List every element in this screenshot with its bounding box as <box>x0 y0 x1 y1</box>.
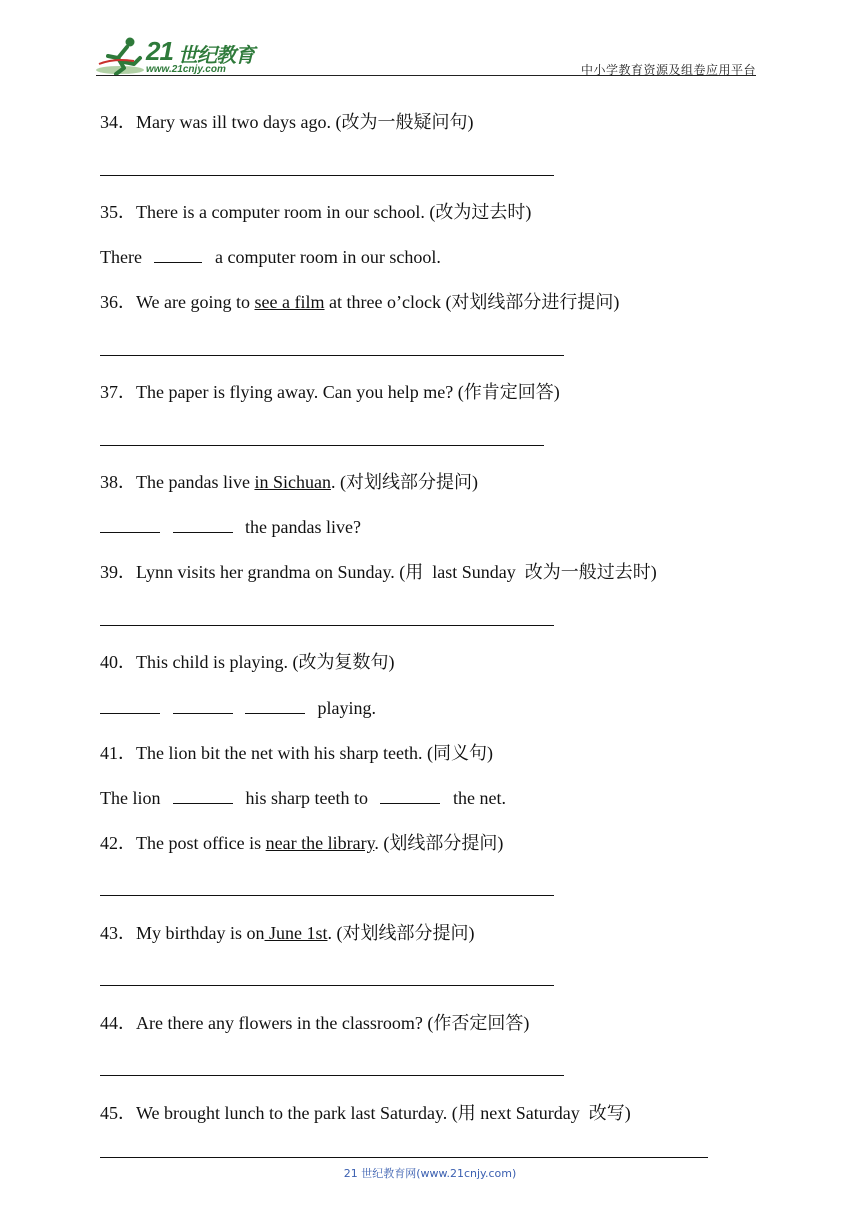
question-number: 35． <box>100 202 136 222</box>
question-44 <box>100 1012 529 1034</box>
answer-row-35 <box>100 246 441 268</box>
answer-text: There <box>100 247 142 267</box>
question-number: 45． <box>100 1103 136 1123</box>
question-text: The lion bit the net with his sharp teeth. (同义句) <box>136 743 493 763</box>
answer-line-43[interactable] <box>100 985 554 986</box>
question-text: at three o’clock (对划线部分进行提问) <box>324 292 620 312</box>
question-39 <box>100 561 657 583</box>
question-36 <box>100 291 619 313</box>
blank-41-2[interactable] <box>380 787 440 804</box>
question-text: We are going to <box>136 292 255 312</box>
answer-text: The lion <box>100 788 161 808</box>
question-35 <box>100 201 531 223</box>
answer-line-45[interactable] <box>100 1157 708 1158</box>
question-41 <box>100 742 493 764</box>
question-number: 40． <box>100 652 136 672</box>
answer-line-36[interactable] <box>100 355 564 356</box>
footer-text: 21 世纪教育网(www.21cnjy.com) <box>343 1167 517 1180</box>
answer-text: playing. <box>317 698 376 718</box>
question-text: Are there any flowers in the classroom? (作否定回答) <box>136 1013 530 1033</box>
question-number: 37． <box>100 382 136 402</box>
question-text: Mary was ill two days ago. (改为一般疑问句) <box>136 112 474 132</box>
answer-line-42[interactable] <box>100 895 554 896</box>
blank-38-1[interactable] <box>100 516 160 533</box>
blank-40-3[interactable] <box>245 697 305 714</box>
answer-row-41 <box>100 787 506 809</box>
blank-41-1[interactable] <box>173 787 233 804</box>
answer-line-39[interactable] <box>100 625 554 626</box>
answer-row-38 <box>100 516 361 538</box>
blank-38-2[interactable] <box>173 516 233 533</box>
question-text: Lynn visits her grandma on Sunday. (用 last Sunday 改为一般过去时) <box>136 562 657 582</box>
question-number: 42． <box>100 833 136 853</box>
question-45 <box>100 1102 631 1124</box>
answer-text: the pandas live? <box>245 517 361 537</box>
blank-40-2[interactable] <box>173 697 233 714</box>
answer-line-44[interactable] <box>100 1075 564 1076</box>
question-text: The post office is <box>136 833 266 853</box>
question-40 <box>100 651 394 673</box>
answer-row-40 <box>100 697 376 719</box>
question-number: 36． <box>100 292 136 312</box>
underlined-phrase: June 1st <box>264 923 328 943</box>
question-43 <box>100 922 475 944</box>
underlined-phrase: near the library <box>265 833 375 853</box>
logo-text: 世纪教育 <box>178 43 254 67</box>
answer-text: his sharp teeth to <box>245 788 368 808</box>
header-divider <box>96 75 756 76</box>
question-text: There is a computer room in our school. (改为过去时) <box>136 202 532 222</box>
answer-line-34[interactable] <box>100 175 554 176</box>
question-text: . (对划线部分提问) <box>330 472 478 492</box>
question-text: We brought lunch to the park last Saturday. (用 next Saturday 改写) <box>136 1103 631 1123</box>
platform-label: 中小学教育资源及组卷应用平台 <box>580 63 756 77</box>
question-42 <box>100 832 503 854</box>
question-text: My birthday is on <box>136 923 265 943</box>
question-34 <box>100 111 473 133</box>
logo-number: 21 <box>146 36 173 66</box>
question-text: . (对划线部分提问) <box>327 923 475 943</box>
question-number: 34． <box>100 112 136 132</box>
logo-url: www.21cnjy.com <box>146 64 226 75</box>
question-38 <box>100 471 478 493</box>
answer-text: the net. <box>452 788 506 808</box>
answer-line-37[interactable] <box>100 445 544 446</box>
underlined-phrase: in Sichuan <box>254 472 331 492</box>
answer-text: a computer room in our school. <box>214 247 441 267</box>
blank-35-1[interactable] <box>154 246 202 263</box>
blank-40-1[interactable] <box>100 697 160 714</box>
question-number: 38． <box>100 472 136 492</box>
question-37 <box>100 381 560 403</box>
question-number: 41． <box>100 743 136 763</box>
question-text: The paper is flying away. Can you help me? (作肯定回答) <box>136 382 560 402</box>
question-text: . (划线部分提问) <box>374 833 504 853</box>
question-text: This child is playing. (改为复数句) <box>136 652 395 672</box>
underlined-phrase: see a film <box>254 292 325 312</box>
question-number: 43． <box>100 923 136 943</box>
question-text: The pandas live <box>136 472 255 492</box>
question-number: 44． <box>100 1013 136 1033</box>
question-number: 39． <box>100 562 136 582</box>
